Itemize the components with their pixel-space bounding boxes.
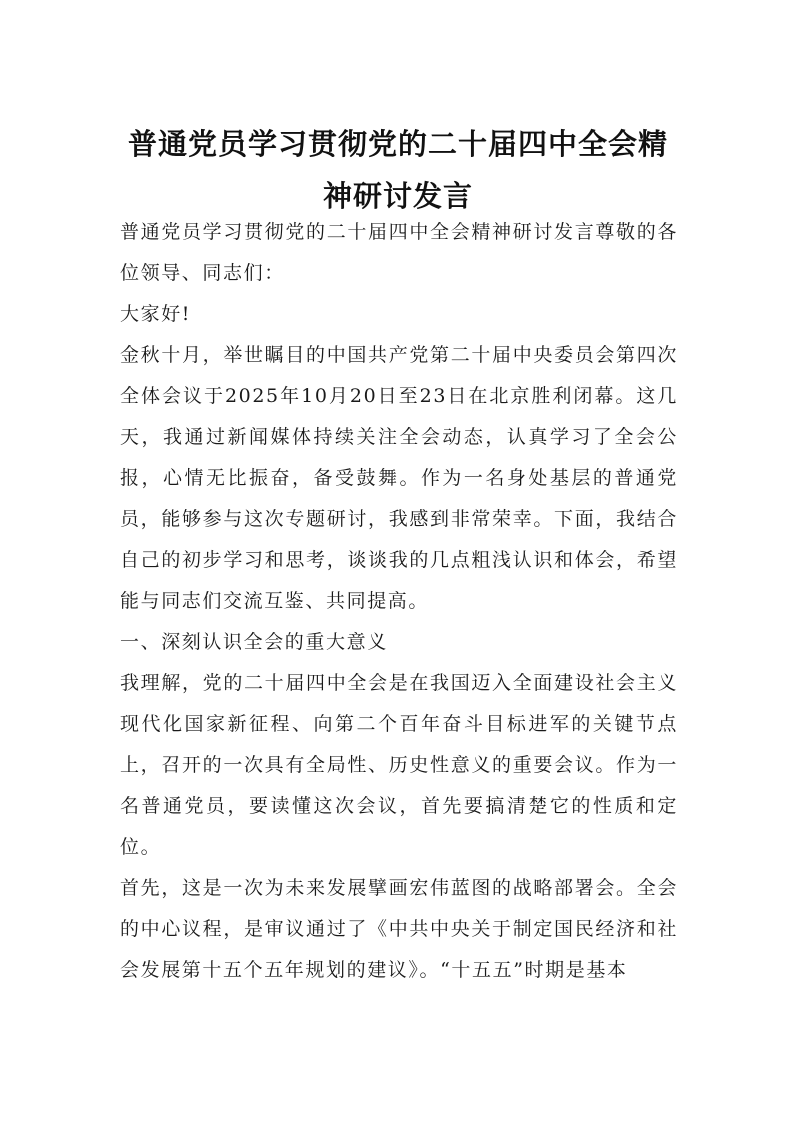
salutation-paragraph: 普通党员学习贯彻党的二十届四中全会精神研讨发言尊敬的各位领导、同志们： [120,221,678,284]
title-line-2: 神研讨发言 [322,179,473,213]
body-paragraph: 我理解，党的二十届四中全会是在我国迈入全面建设社会主义现代化国家新征程、向第二个百年奋斗目标进军的关键节点上，召开的一次具有全局性、历史性意义的重要会议。作为一名普通党员，要读懂这次会议，首先要搞清楚它的性质和定位。 [120,672,678,858]
document-title [118,118,678,222]
document-body [120,212,678,991]
greeting-paragraph: 大家好! [120,303,192,325]
title-line-1: 普通党员学习贯彻党的二十届四中全会精 [127,127,668,161]
body-paragraph: 首先，这是一次为未来发展擘画宏伟蓝图的战略部署会。全会的中心议程，是审议通过了《中共中央关于制定国民经济和社会发展第十五个五年规划的建议》。“十五五”时期是基本 [120,877,678,981]
intro-paragraph: 金秋十月，举世瞩目的中国共产党第二十届中央委员会第四次全体会议于2025年10月20日至23日在北京胜利闭幕。这几天，我通过新闻媒体持续关注全会动态，认真学习了全会公报，心情无比振奋，备受鼓舞。作为一名身处基层的普通党员，能够参与这次专题研讨，我感到非常荣幸。下面，我结合自己的初步学习和思考，谈谈我的几点粗浅认识和体会，希望能与同志们交流互鉴、共同提高。 [120,344,678,612]
section-heading: 一、深刻认识全会的重大意义 [120,631,388,653]
